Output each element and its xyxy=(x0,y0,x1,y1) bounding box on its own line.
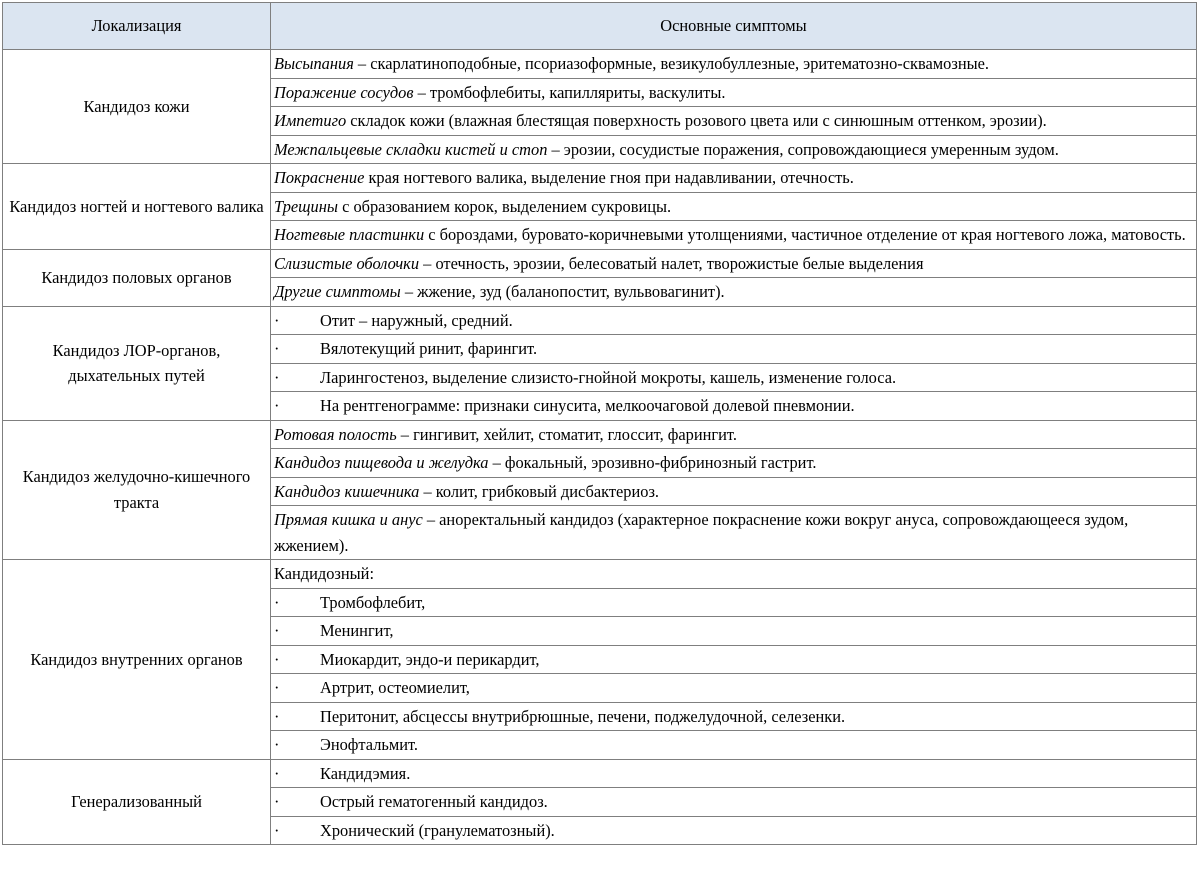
symptom-cell xyxy=(271,50,1197,79)
symptom-text: Отит – наружный, средний. xyxy=(320,310,513,330)
symptom-text: – жжение, зуд (баланопостит, вульвовагинит). xyxy=(400,282,725,301)
table-row xyxy=(3,306,1197,335)
symptom-lead: Кандидоз кишечника xyxy=(274,481,420,501)
bullet: · xyxy=(274,706,280,726)
symptom-lead: Покраснение xyxy=(274,168,365,187)
header-row xyxy=(3,3,1197,50)
symptom-text: – отечность, эрозии, белесоватый налет, творожистые белые выделения xyxy=(419,253,924,273)
symptom-cell xyxy=(271,164,1197,193)
symptom-cell xyxy=(271,78,1197,107)
symptom-text: Хронический (гранулематозный). xyxy=(320,820,555,840)
symptom-text: – аноректальный кандидоз (характерное покраснение кожи вокруг ануса, сопровождающееся зудом, жжением). xyxy=(274,510,1129,555)
symptom-lead: Трещины xyxy=(274,196,338,216)
table-row xyxy=(3,560,1197,589)
bullet: · xyxy=(274,792,280,811)
symptom-text: Артрит, остеомиелит, xyxy=(320,678,470,697)
symptom-cell xyxy=(271,477,1197,506)
location-cell: Генерализованный xyxy=(3,759,271,845)
symptom-text: Вялотекущий ринит, фарингит. xyxy=(320,339,538,358)
symptom-lead: Высыпания xyxy=(274,54,354,73)
location-cell: Кандидоз половых органов xyxy=(3,249,271,306)
symptom-text: – гингивит, хейлит, стоматит, глоссит, фарингит. xyxy=(396,424,737,444)
symptom-cell xyxy=(271,449,1197,478)
bullet: · xyxy=(274,820,280,840)
symptom-text: – скарлатиноподобные, псориазоформные, везикулобуллезные, эритематозно-сквамозные. xyxy=(353,54,989,73)
symptom-text: Тромбофлебит, xyxy=(320,592,426,612)
symptom-lead: Прямая кишка и анус xyxy=(274,510,423,529)
symptom-cell xyxy=(271,278,1197,307)
symptom-lead: Другие симптомы xyxy=(274,282,401,301)
location-cell: Кандидоз кожи xyxy=(3,50,271,164)
symptom-cell xyxy=(271,617,1197,646)
symptom-text: края ногтевого валика, выделение гноя при надавливании, отечность. xyxy=(364,168,854,187)
symptom-text: – тромбофлебиты, капилляриты, васкулиты. xyxy=(413,82,726,102)
symptom-text: с образованием корок, выделением сукровицы. xyxy=(337,196,672,216)
symptom-lead: Ногтевые пластинки xyxy=(274,225,425,244)
bullet: · xyxy=(274,396,280,415)
bullet: · xyxy=(274,678,280,697)
location-cell: Кандидоз внутренних органов xyxy=(3,560,271,760)
header-symptoms: Основные симптомы xyxy=(271,3,1197,50)
table-body xyxy=(3,50,1197,845)
symptom-cell xyxy=(271,306,1197,335)
symptom-cell xyxy=(271,759,1197,788)
bullet: · xyxy=(274,735,280,754)
symptom-text: – эрозии, сосудистые поражения, сопровождающиеся умеренным зудом. xyxy=(547,139,1059,159)
bullet: · xyxy=(274,339,280,358)
symptom-lead: Поражение сосудов xyxy=(274,82,414,102)
header-localization: Локализация xyxy=(3,3,271,50)
table-row xyxy=(3,249,1197,278)
symptom-text: Перитонит, абсцессы внутрибрюшные, печени, поджелудочной, селезенки. xyxy=(320,706,846,726)
location-cell: Кандидоз желудочно-кишечного тракта xyxy=(3,420,271,560)
table-row xyxy=(3,759,1197,788)
symptom-text: Ларингостеноз, выделение слизисто-гнойной мокроты, кашель, изменение голоса. xyxy=(320,367,897,387)
symptom-cell xyxy=(271,788,1197,817)
symptom-cell xyxy=(271,674,1197,703)
symptom-cell xyxy=(271,588,1197,617)
symptom-lead: Слизистые оболочки xyxy=(274,253,420,273)
bullet: · xyxy=(274,649,280,669)
symptom-cell xyxy=(271,107,1197,136)
symptom-cell xyxy=(271,731,1197,760)
symptom-text: Энофтальмит. xyxy=(320,735,419,754)
bullet: · xyxy=(274,310,280,330)
symptoms-table xyxy=(2,2,1197,845)
symptom-cell xyxy=(271,506,1197,560)
symptom-lead: Межпальцевые складки кистей и стоп xyxy=(274,139,548,159)
symptom-lead: Импетиго xyxy=(274,111,347,130)
symptom-text: складок кожи (влажная блестящая поверхность розового цвета или с синюшным оттенком, эрозии). xyxy=(346,111,1047,130)
symptom-cell xyxy=(271,249,1197,278)
bullet: · xyxy=(274,592,280,612)
symptom-cell xyxy=(271,645,1197,674)
symptom-cell xyxy=(271,392,1197,421)
symptom-text: – колит, грибковый дисбактериоз. xyxy=(419,481,660,501)
bullet: · xyxy=(274,763,280,783)
symptom-cell xyxy=(271,192,1197,221)
symptom-lead: Ротовая полость xyxy=(274,424,397,444)
symptom-cell xyxy=(271,702,1197,731)
symptom-cell xyxy=(271,816,1197,845)
symptom-text: На рентгенограмме: признаки синусита, мелкоочаговой долевой пневмонии. xyxy=(320,396,855,415)
table-row xyxy=(3,164,1197,193)
symptom-text: Острый гематогенный кандидоз. xyxy=(320,792,548,811)
symptom-cell xyxy=(271,420,1197,449)
bullet: · xyxy=(274,367,280,387)
symptom-text: Менингит, xyxy=(320,621,394,640)
symptom-text: – фокальный, эрозивно-фибринозный гастрит. xyxy=(488,453,817,472)
location-cell: Кандидоз ЛОР-органов, дыхательных путей xyxy=(3,306,271,420)
symptom-lead: Кандидоз пищевода и желудка xyxy=(274,453,489,472)
symptom-cell xyxy=(271,221,1197,250)
symptom-cell xyxy=(271,335,1197,364)
bullet: · xyxy=(274,621,280,640)
symptom-text: Миокардит, эндо-и перикардит, xyxy=(320,649,540,669)
table-row xyxy=(3,50,1197,79)
symptom-text: Кандидэмия. xyxy=(320,763,411,783)
symptom-cell xyxy=(271,363,1197,392)
table-row xyxy=(3,420,1197,449)
symptom-intro-cell: Кандидозный: xyxy=(271,560,1197,589)
location-cell: Кандидоз ногтей и ногтевого валика xyxy=(3,164,271,250)
symptom-text: с бороздами, буровато-коричневыми утолщениями, частичное отделение от края ногтевого ложа, матовость. xyxy=(424,225,1186,244)
symptom-cell xyxy=(271,135,1197,164)
